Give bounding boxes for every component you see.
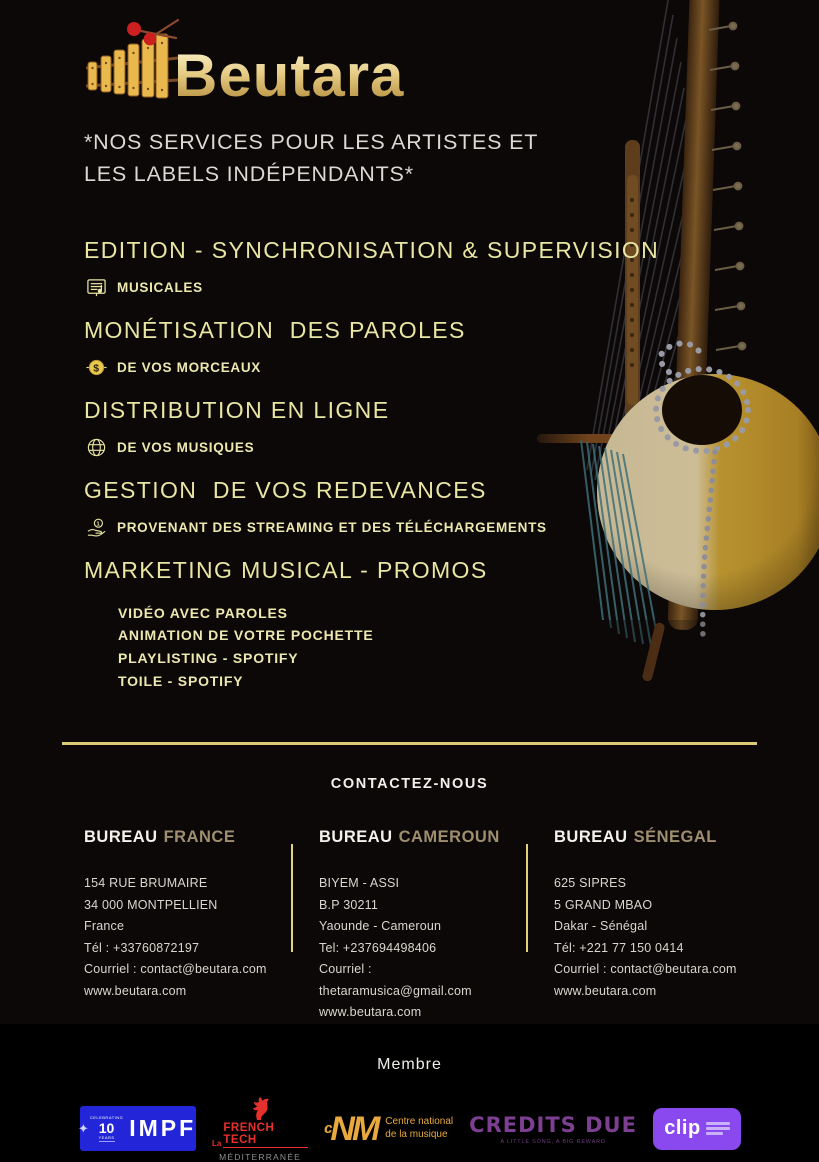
address-line: Tél : +33760872197 bbox=[84, 940, 200, 955]
clip-caption-lines bbox=[706, 1122, 730, 1135]
address-email: Courriel : contact@beutara.com bbox=[554, 962, 737, 977]
membership-heading: Membre bbox=[377, 1055, 442, 1073]
office-country: FRANCE bbox=[163, 828, 236, 847]
marketing-list bbox=[118, 602, 819, 693]
office-france bbox=[58, 828, 291, 1002]
address-line: France bbox=[84, 919, 125, 934]
service-detail-label: DE VOS MORCEAUX bbox=[117, 360, 262, 375]
office-label: BUREAU bbox=[319, 828, 393, 847]
address-line: B.P 30211 bbox=[319, 897, 379, 912]
xylophone-icon bbox=[84, 16, 180, 102]
tagline-line2: LES LABELS INDÉPENDANTS* bbox=[84, 162, 414, 187]
cnm-caption-line2: de la musique bbox=[385, 1128, 448, 1140]
impf-wordmark: IMPF bbox=[129, 1115, 197, 1142]
tagline-line1: *NOS SERVICES POUR LES ARTISTES ET bbox=[84, 130, 539, 154]
office-country: CAMEROUN bbox=[398, 828, 500, 847]
section-divider bbox=[62, 742, 757, 745]
impf-logo bbox=[77, 1106, 197, 1151]
cnm-letter-c: c bbox=[324, 1120, 330, 1138]
cnm-caption bbox=[385, 1116, 453, 1141]
french-tech-region: MÉDITERRANÉE bbox=[219, 1151, 301, 1162]
credits-due-tagline: A LITTLE SONG, A BIG REWARD bbox=[500, 1138, 606, 1145]
office-header bbox=[319, 828, 514, 847]
address-line: 5 GRAND MBAO bbox=[554, 897, 653, 912]
french-tech-la: La bbox=[212, 1138, 222, 1148]
service-title-monetisation: MONÉTISATION DES PAROLES bbox=[84, 316, 466, 343]
address-line: 625 SIPRES bbox=[554, 876, 627, 891]
marketing-item: TOILE - SPOTIFY bbox=[118, 672, 244, 689]
service-title-marketing: MARKETING MUSICAL - PROMOS bbox=[84, 556, 488, 583]
address-line: 154 RUE BRUMAIRE bbox=[84, 876, 208, 891]
service-title-gestion: GESTION DE VOS REDEVANCES bbox=[84, 476, 487, 503]
address-line: Tél: +221 77 150 0414 bbox=[554, 940, 684, 955]
offices-section bbox=[58, 828, 761, 1024]
impf-badge-top: CELEBRATING bbox=[89, 1114, 124, 1120]
dollar-coin-icon bbox=[85, 357, 107, 379]
service-detail-label: MUSICALES bbox=[117, 280, 203, 295]
office-cameroun bbox=[293, 828, 526, 1024]
globe-icon bbox=[85, 437, 107, 459]
address-website: www.beutara.com bbox=[84, 983, 187, 998]
service-detail-streaming bbox=[85, 517, 819, 539]
office-label: BUREAU bbox=[554, 828, 628, 847]
cnm-monogram bbox=[324, 1109, 378, 1148]
french-tech-name: FRENCH TECH bbox=[223, 1122, 308, 1148]
address-line: Yaounde - Cameroun bbox=[319, 919, 442, 934]
french-tech-wordmark bbox=[212, 1122, 308, 1148]
service-detail-musicales bbox=[85, 277, 819, 299]
service-title-edition: EDITION - SYNCHRONISATION & SUPERVISION bbox=[84, 236, 660, 263]
rooster-icon bbox=[247, 1096, 273, 1122]
service-detail-musiques bbox=[85, 437, 819, 459]
cnm-caption-line1: Centre national bbox=[385, 1116, 454, 1128]
service-detail-label: PROVENANT DES STREAMING ET DES TÉLÉCHARGEMENTS bbox=[117, 520, 547, 535]
marketing-item: PLAYLISTING - SPOTIFY bbox=[118, 649, 299, 666]
impf-badge-number: 10 bbox=[98, 1119, 115, 1136]
address-line: Tel: +237694498406 bbox=[319, 940, 437, 955]
address-line: Dakar - Sénégal bbox=[554, 919, 648, 934]
cnm-logo bbox=[324, 1109, 454, 1148]
marketing-item: VIDÉO AVEC PAROLES bbox=[118, 604, 288, 621]
address-website: www.beutara.com bbox=[554, 983, 657, 998]
french-tech-logo bbox=[212, 1096, 308, 1162]
tagline bbox=[84, 126, 564, 191]
office-address bbox=[319, 873, 514, 1024]
membership-logos bbox=[77, 1096, 741, 1162]
impf-anniversary-badge bbox=[77, 1114, 124, 1142]
address-line: BIYEM - ASSI bbox=[319, 876, 400, 891]
services-section bbox=[84, 237, 819, 693]
brand-name: Beutara bbox=[174, 42, 405, 109]
office-country: SÉNEGAL bbox=[633, 828, 717, 847]
office-address bbox=[554, 873, 749, 1002]
office-address bbox=[84, 873, 279, 1002]
cnm-letters-nm: NM bbox=[330, 1109, 378, 1148]
address-line: 34 000 MONTPELLIEN bbox=[84, 897, 218, 912]
service-detail-label: DE VOS MUSIQUES bbox=[117, 440, 255, 455]
office-header bbox=[554, 828, 749, 847]
address-website: www.beutara.com bbox=[319, 1005, 422, 1020]
clip-wordmark: clip bbox=[664, 1117, 701, 1140]
service-detail-morceaux bbox=[85, 357, 819, 379]
impf-badge-bottom: YEARS bbox=[98, 1134, 115, 1140]
svg-text:1: 1 bbox=[95, 521, 100, 528]
office-header bbox=[84, 828, 279, 847]
service-title-distribution: DISTRIBUTION EN LIGNE bbox=[84, 396, 390, 423]
sheet-music-icon bbox=[85, 277, 107, 299]
credits-due-logo bbox=[469, 1113, 637, 1145]
fireworks-icon: ✦ bbox=[77, 1120, 89, 1136]
hand-coin-icon bbox=[85, 517, 107, 539]
clip-logo bbox=[653, 1108, 741, 1150]
svg-text:$: $ bbox=[92, 362, 100, 375]
office-senegal bbox=[528, 828, 761, 1002]
office-label: BUREAU bbox=[84, 828, 158, 847]
brand-header bbox=[0, 0, 819, 109]
address-email: Courriel : contact@beutara.com bbox=[84, 962, 267, 977]
marketing-item: ANIMATION DE VOTRE POCHETTE bbox=[118, 627, 374, 644]
contact-heading: CONTACTEZ-NOUS bbox=[330, 776, 489, 793]
credits-due-wordmark: CREDITS DUE bbox=[469, 1112, 637, 1137]
address-email: Courriel : thetaramusica@gmail.com bbox=[319, 962, 472, 998]
